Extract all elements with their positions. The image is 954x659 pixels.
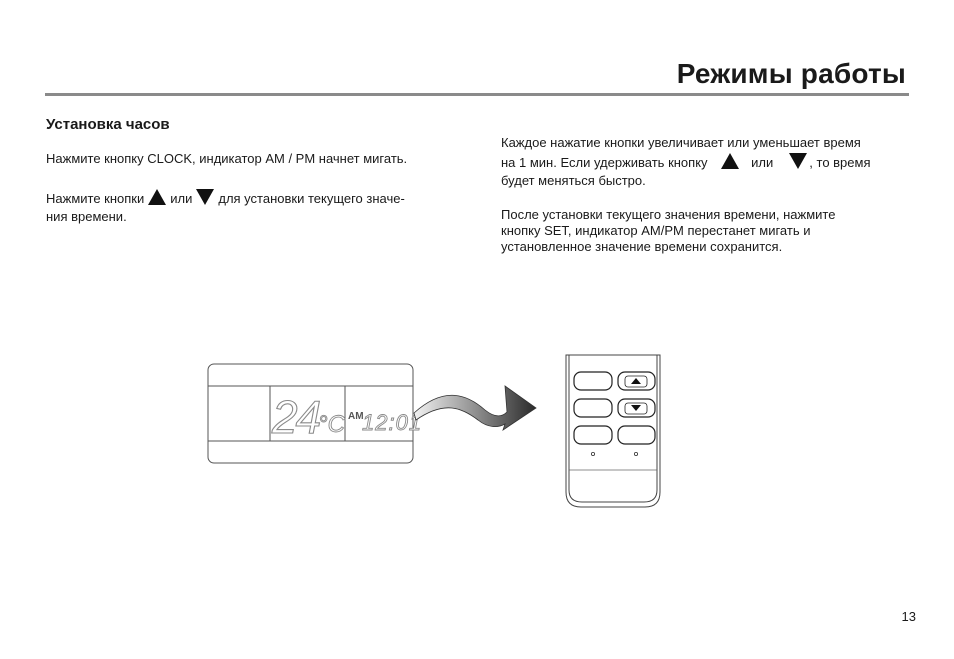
remote-control	[566, 355, 660, 507]
right-para-1-line2-a: на 1 мин. Если удерживать кнопку	[501, 155, 708, 170]
lcd-temperature: 24	[272, 391, 320, 443]
left-para-2-after: для установки текущего значе-	[218, 191, 405, 206]
curved-arrow-icon	[414, 386, 536, 430]
lcd-am-pm: AM	[348, 411, 364, 422]
page-title: Режимы работы	[676, 58, 906, 89]
section-heading: Установка часов	[46, 116, 170, 133]
left-para-1: Нажмите кнопку CLOCK, индикатор AM / PM начнет мигать.	[46, 151, 408, 166]
left-para-2-or: или	[170, 191, 193, 206]
remote-right-button-3[interactable]	[618, 426, 655, 444]
lcd-time: 12:01	[362, 410, 423, 435]
right-para-1-line1: Каждое нажатие кнопки увеличивает или уменьшает время	[501, 135, 861, 150]
remote-left-button-2[interactable]	[574, 399, 612, 417]
lcd-temp-unit: °C	[318, 411, 345, 438]
right-para-2-line2: кнопку SET, индикатор AM/PM перестанет мигать и	[501, 223, 811, 238]
right-para-2-line1: После установки текущего значения времени, нажмите	[501, 207, 836, 222]
left-para-2-line2: ния времени.	[46, 209, 127, 224]
page-number: 13	[901, 609, 916, 624]
right-para-1-line2-or: или	[751, 155, 774, 170]
display-panel	[208, 364, 422, 463]
remote-left-button-3[interactable]	[574, 426, 612, 444]
right-para-1-line2-b: , то время	[809, 155, 871, 170]
right-para-1-line3: будет меняться быстро.	[501, 173, 646, 188]
remote-left-button-1[interactable]	[574, 372, 612, 390]
left-para-2-before: Нажмите кнопки	[46, 191, 145, 206]
right-para-2-line3: установленное значение времени сохранится.	[501, 239, 783, 254]
